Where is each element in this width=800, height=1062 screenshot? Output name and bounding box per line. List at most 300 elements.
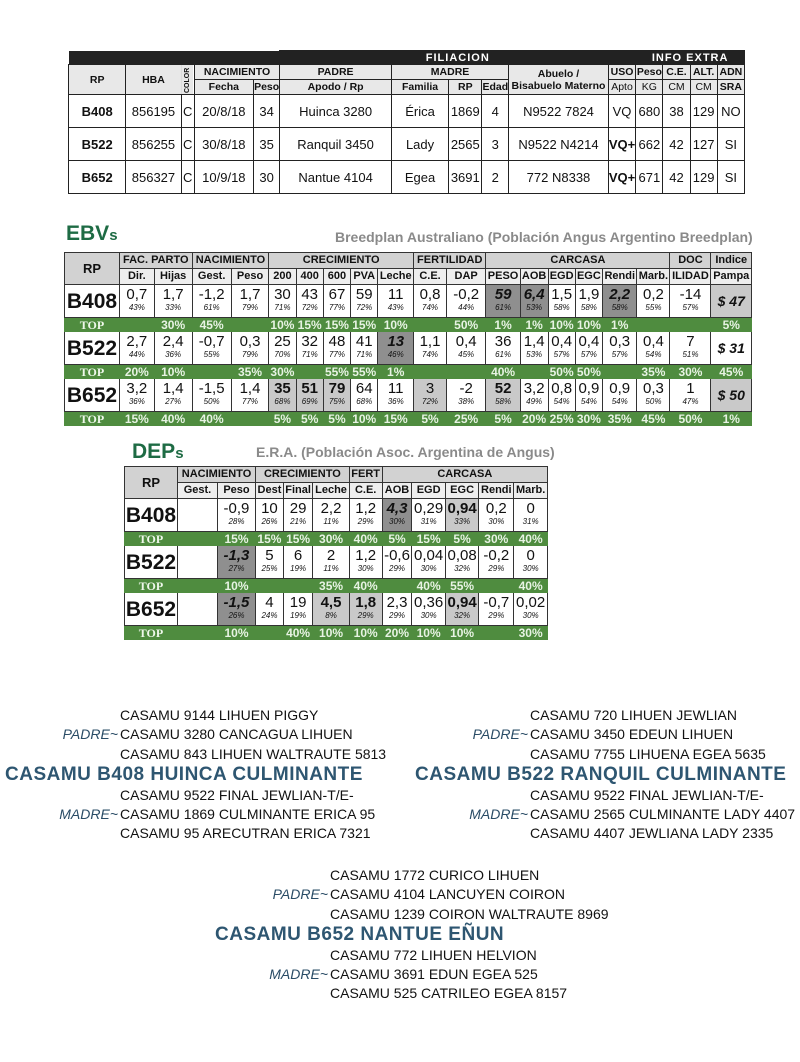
pedigree-name: CASAMU B652 NANTUE EÑUN bbox=[215, 923, 505, 945]
identity-cell-peso_kg: 662 bbox=[636, 128, 663, 161]
ebv-index: $ 47 bbox=[711, 285, 752, 318]
dep-subtitle: E.R.A. (Población Asoc. Argentina de Angus) bbox=[256, 444, 555, 460]
ebv-value: 3,2 bbox=[523, 380, 545, 397]
ebv-value-cell bbox=[520, 379, 548, 412]
ebv-col-11: PESO bbox=[486, 269, 520, 285]
dep-top-value: 40% bbox=[349, 532, 382, 546]
ebv-value: 0,7 bbox=[126, 286, 148, 303]
identity-cell-alt: 129 bbox=[690, 161, 717, 194]
dep-top-value: 40% bbox=[514, 579, 548, 593]
dep-row-rp: B652 bbox=[125, 593, 178, 626]
ebv-value: -1,2 bbox=[198, 286, 225, 303]
ebv-value-cell bbox=[120, 285, 155, 318]
identity-cell-familia: Egea bbox=[391, 161, 448, 194]
dep-top-value: 15% bbox=[257, 531, 282, 546]
ebv-col-17: ILIDAD bbox=[670, 269, 711, 285]
ebv-accuracy: 38% bbox=[458, 397, 475, 406]
ebv-top-value: 55% bbox=[324, 364, 349, 379]
pedigree-line bbox=[0, 786, 400, 805]
ebv-top-value: 1% bbox=[378, 365, 414, 379]
dep-top-value: 5% bbox=[445, 532, 478, 546]
pedigree-ancestor: CASAMU 3691 EDUN EGEA 525 bbox=[330, 966, 538, 983]
ebv-top-value: 50% bbox=[549, 364, 574, 379]
identity-cell-ce: 42 bbox=[663, 128, 690, 161]
ebv-accuracy: 57% bbox=[553, 350, 570, 359]
dep-top-value bbox=[479, 626, 514, 640]
ebv-value: 25 bbox=[274, 333, 291, 350]
ebv-col-13: EGD bbox=[548, 269, 575, 285]
dep-value: 0,36 bbox=[414, 594, 444, 611]
dep-group-carcasa: CARCASA bbox=[382, 467, 547, 483]
dep-group-nacimiento: NACIMIENTO bbox=[178, 467, 256, 483]
ebv-accuracy: 53% bbox=[526, 350, 543, 359]
dep-accuracy: 33% bbox=[454, 517, 471, 526]
pedigree-name: CASAMU B408 HUINCA CULMINANTE bbox=[5, 763, 363, 785]
pedigree-line bbox=[410, 725, 800, 744]
pedigree-ancestor: CASAMU 9144 LIHUEN PIGGY bbox=[120, 707, 319, 723]
identity-cell-rp: B652 bbox=[69, 161, 126, 194]
ebv-value-cell bbox=[154, 379, 192, 412]
dep-accuracy: 27% bbox=[228, 564, 245, 573]
ebv-row-rp: B522 bbox=[65, 332, 120, 365]
dep-value: 0,08 bbox=[447, 547, 477, 564]
dep-accuracy: 11% bbox=[323, 564, 339, 573]
ebv-value-cell bbox=[670, 332, 711, 365]
pedigree-madre-label: MADRE~ bbox=[59, 806, 118, 823]
dep-value: 2,3 bbox=[386, 594, 408, 611]
dep-value-cell bbox=[283, 499, 313, 532]
pedigree-ancestor: CASAMU 843 LIHUEN WALTRAUTE 5813 bbox=[120, 745, 387, 762]
ebv-value-cell bbox=[670, 285, 711, 318]
ebv-col-16: Marb. bbox=[637, 269, 670, 285]
dep-value: 5 bbox=[265, 547, 274, 564]
ebv-accuracy: 36% bbox=[387, 397, 404, 406]
dep-row bbox=[125, 546, 548, 579]
dep-top-value: 30% bbox=[313, 532, 349, 546]
ebv-row-rp: B408 bbox=[65, 285, 120, 318]
dep-top-value: 10% bbox=[313, 626, 349, 640]
ebv-value: 1,9 bbox=[578, 286, 600, 303]
identity-cell-peso: 35 bbox=[254, 128, 280, 161]
ebv-value-cell bbox=[446, 379, 485, 412]
ebv-accuracy: 58% bbox=[611, 303, 628, 312]
ebv-top-value bbox=[231, 318, 269, 332]
ebv-value: 0,9 bbox=[578, 380, 600, 397]
ebv-top-value: 15% bbox=[378, 412, 414, 426]
ebv-accuracy: 50% bbox=[645, 397, 662, 406]
pedigree-line bbox=[210, 905, 610, 924]
ebv-group-nacimiento: NACIMIENTO bbox=[192, 253, 269, 269]
ebv-col-0: Dir. bbox=[120, 269, 155, 285]
pedigree-line bbox=[410, 706, 800, 725]
dep-col-2: Dest bbox=[256, 483, 284, 499]
ebv-row bbox=[65, 285, 752, 318]
dep-value-cell bbox=[313, 593, 349, 626]
ebv-top-value: 1% bbox=[711, 412, 752, 426]
ebv-value: 35 bbox=[274, 380, 291, 397]
ebv-value-cell bbox=[414, 379, 447, 412]
ebv-accuracy: 69% bbox=[301, 397, 318, 406]
dep-value-cell bbox=[178, 546, 218, 579]
dep-accuracy: 24% bbox=[261, 611, 278, 620]
ebv-accuracy: 47% bbox=[682, 397, 699, 406]
ebv-top-value: 15% bbox=[352, 317, 377, 332]
dep-value-cell bbox=[412, 593, 445, 626]
ebv-top-value: 1% bbox=[486, 318, 520, 332]
pedigree-ancestor: CASAMU 3280 CANCAGUA LIHUEN bbox=[120, 726, 353, 743]
dep-top-label: TOP bbox=[125, 532, 178, 546]
ebv-accuracy: 71% bbox=[301, 350, 318, 359]
pedigree-line bbox=[410, 745, 800, 764]
ebv-value: 32 bbox=[301, 333, 319, 350]
dep-top-value: 20% bbox=[382, 626, 412, 640]
ebv-group-indice: Indice bbox=[711, 253, 752, 269]
dep-value-cell bbox=[445, 593, 478, 626]
ebv-accuracy: 51% bbox=[682, 350, 699, 359]
dep-value: 29 bbox=[289, 500, 307, 517]
ebv-accuracy: 57% bbox=[611, 350, 628, 359]
dep-top-row bbox=[125, 532, 548, 546]
ebv-value-cell bbox=[351, 379, 378, 412]
identity-cell-peso: 30 bbox=[254, 161, 280, 194]
ebv-value: 59 bbox=[355, 286, 373, 303]
ebv-top-value bbox=[603, 365, 637, 379]
ebv-accuracy: 57% bbox=[580, 350, 597, 359]
ebv-col-12: AOB bbox=[520, 269, 548, 285]
ebv-value-cell bbox=[378, 285, 414, 318]
dep-value-cell bbox=[217, 593, 255, 626]
identity-cell-familia: Érica bbox=[391, 95, 448, 128]
pedigree-line bbox=[0, 745, 400, 764]
dep-value-cell bbox=[479, 546, 514, 579]
ebv-top-value bbox=[670, 318, 711, 332]
ebv-top-value: 50% bbox=[670, 412, 711, 426]
dep-top-value: 5% bbox=[382, 532, 412, 546]
ebv-value-cell bbox=[575, 379, 602, 412]
identity-cell-ce: 38 bbox=[663, 95, 690, 128]
col-uso: USO bbox=[608, 65, 636, 80]
dep-top-value bbox=[382, 579, 412, 593]
ebv-value: 48 bbox=[328, 333, 346, 350]
ebv-top-value: 10% bbox=[378, 318, 414, 332]
dep-top-value: 40% bbox=[283, 626, 313, 640]
pedigree-ancestor: CASAMU 9522 FINAL JEWLIAN-T/E- bbox=[530, 786, 764, 803]
ebv-accuracy: 55% bbox=[203, 350, 220, 359]
dep-accuracy: 30% bbox=[357, 564, 374, 573]
dep-accuracy: 32% bbox=[454, 564, 471, 573]
ebv-row bbox=[65, 379, 752, 412]
dep-value-cell bbox=[283, 593, 313, 626]
ebv-accuracy: 54% bbox=[553, 397, 570, 406]
dep-group-crecimiento: CRECIMIENTO bbox=[256, 467, 350, 483]
pedigree-ancestor: CASAMU 3450 EDEUN LIHUEN bbox=[530, 726, 734, 743]
identity-cell-peso: 34 bbox=[254, 95, 280, 128]
dep-top-value: 10% bbox=[445, 626, 478, 640]
dep-value: 0,94 bbox=[447, 500, 477, 517]
ebv-value: -1,5 bbox=[198, 380, 225, 397]
dep-top-value: 40% bbox=[514, 532, 548, 546]
ebv-value: 0,3 bbox=[609, 333, 631, 350]
ebv-value: 2,2 bbox=[609, 286, 631, 303]
identity-cell-adn: SI bbox=[717, 128, 744, 161]
dep-accuracy: 29% bbox=[389, 611, 406, 620]
ebv-top-value bbox=[120, 318, 155, 332]
identity-cell-adn: SI bbox=[717, 161, 744, 194]
ebv-value-cell bbox=[154, 332, 192, 365]
identity-cell-ce: 42 bbox=[663, 161, 690, 194]
ebv-title-s: s bbox=[109, 227, 118, 244]
ebv-accuracy: 33% bbox=[165, 303, 182, 312]
identity-cell-abuelo: N9522 N4214 bbox=[509, 128, 609, 161]
dep-value: 1,2 bbox=[355, 547, 377, 564]
identity-cell-hba: 856327 bbox=[126, 161, 181, 194]
identity-cell-rp: B408 bbox=[69, 95, 126, 128]
col-adn: ADN bbox=[717, 65, 744, 80]
dep-accuracy: 29% bbox=[357, 611, 374, 620]
dep-table bbox=[124, 466, 548, 640]
ebv-value: 51 bbox=[301, 380, 319, 397]
ebv-top-value bbox=[296, 365, 323, 379]
ebv-value: 1,4 bbox=[239, 380, 261, 397]
ebv-top-value: 5% bbox=[711, 318, 752, 332]
bisabuelo-label: Bisabuelo Materno bbox=[511, 79, 606, 92]
ebv-value: 36 bbox=[494, 333, 512, 350]
ebv-value-cell bbox=[378, 332, 414, 365]
pedigree-madre-label: MADRE~ bbox=[269, 966, 328, 983]
ebv-value-cell bbox=[637, 332, 670, 365]
ebv-value-cell bbox=[296, 285, 323, 318]
dep-top-value bbox=[178, 626, 218, 640]
pedigree-ancestor: CASAMU 525 CATRILEO EGEA 8157 bbox=[330, 985, 568, 1002]
col-abuelo bbox=[509, 65, 609, 95]
dep-value: 0,94 bbox=[447, 594, 477, 611]
ebv-value: 67 bbox=[328, 286, 346, 303]
ebv-value-cell bbox=[603, 379, 637, 412]
identity-cell-uso: VQ+ bbox=[608, 161, 636, 194]
ebv-value-cell bbox=[575, 332, 602, 365]
ebv-value-cell bbox=[637, 285, 670, 318]
dep-group-fert: FERT bbox=[349, 467, 382, 483]
ebv-value: 30 bbox=[274, 286, 291, 303]
dep-accuracy: 29% bbox=[488, 564, 505, 573]
dep-accuracy: 26% bbox=[261, 517, 278, 526]
pedigree-name: CASAMU B522 RANQUIL CULMINANTE bbox=[415, 763, 787, 785]
identity-header-blank bbox=[69, 51, 280, 65]
dep-top-value: 10% bbox=[217, 579, 255, 593]
ebv-accuracy: 36% bbox=[128, 397, 145, 406]
dep-col-9: Rendi bbox=[479, 483, 514, 499]
ebv-accuracy: 54% bbox=[580, 397, 597, 406]
ebv-accuracy: 58% bbox=[580, 303, 597, 312]
dep-value: 4,5 bbox=[320, 594, 342, 611]
ebv-value: 1,5 bbox=[551, 286, 573, 303]
ebv-value-cell bbox=[548, 332, 575, 365]
identity-cell-color: C bbox=[181, 128, 194, 161]
ebv-value-cell bbox=[192, 332, 231, 365]
ebv-accuracy: 71% bbox=[274, 303, 291, 312]
ebv-top-value: 45% bbox=[711, 365, 752, 379]
ebv-col-3: Peso bbox=[231, 269, 269, 285]
ebv-accuracy: 74% bbox=[422, 303, 439, 312]
ebv-accuracy: 43% bbox=[387, 303, 404, 312]
pedigree-ancestor: CASAMU 95 ARECUTRAN ERICA 7321 bbox=[120, 825, 371, 842]
ebv-col-2: Gest. bbox=[192, 269, 231, 285]
identity-cell-peso_kg: 680 bbox=[636, 95, 663, 128]
dep-top-value bbox=[479, 579, 514, 593]
col-kg: KG bbox=[636, 80, 663, 95]
col-peso: Peso bbox=[254, 81, 280, 93]
ebv-row bbox=[65, 332, 752, 365]
col-apto: Apto bbox=[608, 80, 636, 95]
pedigree-line bbox=[0, 805, 400, 824]
identity-cell-madre_rp: 3691 bbox=[449, 161, 482, 194]
ebv-top-value: 15% bbox=[120, 412, 155, 426]
ebv-top-value: 10% bbox=[154, 365, 192, 379]
ebv-col-14: EGC bbox=[575, 269, 602, 285]
dep-top-value bbox=[256, 579, 284, 593]
dep-top-row bbox=[125, 626, 548, 640]
ebv-value-cell bbox=[670, 379, 711, 412]
ebv-value: 11 bbox=[387, 286, 404, 303]
ebv-value: 3 bbox=[425, 380, 435, 397]
ebv-accuracy: 72% bbox=[301, 303, 318, 312]
pedigree-ancestor: CASAMU 9522 FINAL JEWLIAN-T/E- bbox=[120, 786, 354, 803]
ebv-value-cell bbox=[378, 379, 414, 412]
ebv-accuracy: 77% bbox=[242, 397, 259, 406]
dep-accuracy: 30% bbox=[420, 611, 437, 620]
dep-accuracy: 11% bbox=[323, 517, 339, 526]
ebv-top-value: 25% bbox=[549, 411, 574, 426]
col-madre-rp: RP bbox=[449, 80, 482, 95]
ebv-value: 0,8 bbox=[419, 286, 441, 303]
pedigree-madre-label: MADRE~ bbox=[469, 806, 528, 823]
pedigree-line bbox=[410, 805, 800, 824]
dep-top-value bbox=[178, 579, 218, 593]
ebv-value: 0,3 bbox=[643, 380, 664, 397]
ebv-accuracy: 53% bbox=[526, 303, 543, 312]
ebv-value: 0,2 bbox=[643, 286, 664, 303]
dep-value-cell bbox=[349, 546, 382, 579]
ebv-accuracy: 27% bbox=[165, 397, 182, 406]
ebv-value: 11 bbox=[387, 380, 404, 397]
pedigree-b522 bbox=[410, 706, 800, 844]
ebv-value-cell bbox=[351, 332, 378, 365]
ebv-top-value: 45% bbox=[637, 412, 670, 426]
ebv-top-value bbox=[414, 365, 447, 379]
identity-cell-color: C bbox=[181, 95, 194, 128]
ebv-table bbox=[64, 252, 752, 426]
abuelo-label: Abuelo / bbox=[537, 67, 580, 80]
ebv-top-value: 40% bbox=[486, 365, 520, 379]
dep-col-10: Marb. bbox=[514, 483, 548, 499]
dep-value: 2 bbox=[326, 547, 336, 564]
identity-cell-color: C bbox=[181, 161, 194, 194]
ebv-accuracy: 61% bbox=[203, 303, 220, 312]
identity-cell-fecha: 10/9/18 bbox=[194, 161, 253, 194]
ebv-top-value bbox=[192, 365, 231, 379]
ebv-value-cell bbox=[269, 332, 296, 365]
dep-value-cell bbox=[349, 593, 382, 626]
ebv-value: 1,1 bbox=[419, 333, 441, 350]
ebv-col-18: Pampa bbox=[711, 269, 752, 285]
identity-cell-madre_rp: 2565 bbox=[449, 128, 482, 161]
ebv-top-value: 35% bbox=[637, 365, 670, 379]
ebv-value: -14 bbox=[679, 286, 702, 303]
identity-cell-abuelo: N9522 7824 bbox=[509, 95, 609, 128]
dep-value-cell bbox=[178, 499, 218, 532]
ebv-accuracy: 36% bbox=[165, 350, 182, 359]
pedigree-line bbox=[410, 786, 800, 805]
col-madre: MADRE bbox=[391, 65, 508, 80]
ebv-group-doc: DOC bbox=[670, 253, 711, 269]
pedigree-ancestor: CASAMU 1772 CURICO LIHUEN bbox=[330, 867, 540, 883]
ebv-top-value: 10% bbox=[576, 317, 601, 332]
pedigree-ancestor: CASAMU 720 LIHUEN JEWLIAN bbox=[530, 707, 737, 723]
pedigree-ancestor: CASAMU 7755 LIHUENA EGEA 5635 bbox=[530, 745, 766, 762]
ebv-col-5: 400 bbox=[296, 269, 323, 285]
dep-value: 0 bbox=[526, 547, 535, 564]
ebv-col-9: C.E. bbox=[414, 269, 447, 285]
dep-value: -0,9 bbox=[223, 500, 250, 517]
dep-accuracy: 30% bbox=[522, 564, 539, 573]
ebv-accuracy: 79% bbox=[242, 303, 259, 312]
dep-col-rp: RP bbox=[125, 467, 178, 499]
dep-top-value: 35% bbox=[313, 579, 349, 593]
ebv-title bbox=[66, 222, 118, 246]
pedigree-line bbox=[210, 965, 610, 984]
ebv-col-6: 600 bbox=[323, 269, 350, 285]
dep-accuracy: 30% bbox=[522, 611, 539, 620]
ebv-top-value: 40% bbox=[192, 412, 231, 426]
dep-value: 10 bbox=[261, 500, 278, 517]
identity-cell-abuelo: 772 N8338 bbox=[509, 161, 609, 194]
dep-value-cell bbox=[256, 499, 284, 532]
ebv-top-value: 50% bbox=[576, 364, 601, 379]
ebv-value: 2,4 bbox=[162, 333, 184, 350]
ebv-index: $ 50 bbox=[711, 379, 752, 412]
col-color: COLOR bbox=[181, 65, 194, 95]
dep-value-cell bbox=[313, 546, 349, 579]
identity-cell-adn: NO bbox=[717, 95, 744, 128]
dep-accuracy: 8% bbox=[325, 611, 337, 620]
ebv-value-cell bbox=[414, 285, 447, 318]
ebv-value: 0,4 bbox=[578, 333, 600, 350]
ebv-top-value: 15% bbox=[297, 317, 322, 332]
dep-accuracy: 29% bbox=[488, 611, 505, 620]
ebv-group-carcasa: CARCASA bbox=[486, 253, 670, 269]
ebv-value-cell bbox=[269, 285, 296, 318]
dep-value-cell bbox=[514, 499, 548, 532]
ebv-accuracy: 70% bbox=[274, 350, 291, 359]
ebv-value-cell bbox=[323, 332, 350, 365]
ebv-top-value: 15% bbox=[324, 317, 349, 332]
dep-value: -1,3 bbox=[223, 547, 250, 564]
col-hba: HBA bbox=[126, 65, 181, 95]
ebv-top-value: 55% bbox=[352, 364, 377, 379]
col-apodo: Apodo / Rp bbox=[280, 80, 392, 95]
ebv-top-row bbox=[65, 412, 752, 426]
dep-value-cell bbox=[217, 546, 255, 579]
dep-top-label: TOP bbox=[125, 626, 178, 640]
ebv-accuracy: 68% bbox=[356, 397, 373, 406]
ebv-value-cell bbox=[192, 285, 231, 318]
pedigree-ancestor: CASAMU 4407 JEWLIANA LADY 2335 bbox=[530, 825, 774, 842]
ebv-value-cell bbox=[231, 332, 269, 365]
dep-value: 0,29 bbox=[414, 500, 444, 517]
ebv-value: 1,7 bbox=[162, 286, 184, 303]
ebv-value: 0,8 bbox=[551, 380, 573, 397]
ebv-col-1: Hijas bbox=[154, 269, 192, 285]
